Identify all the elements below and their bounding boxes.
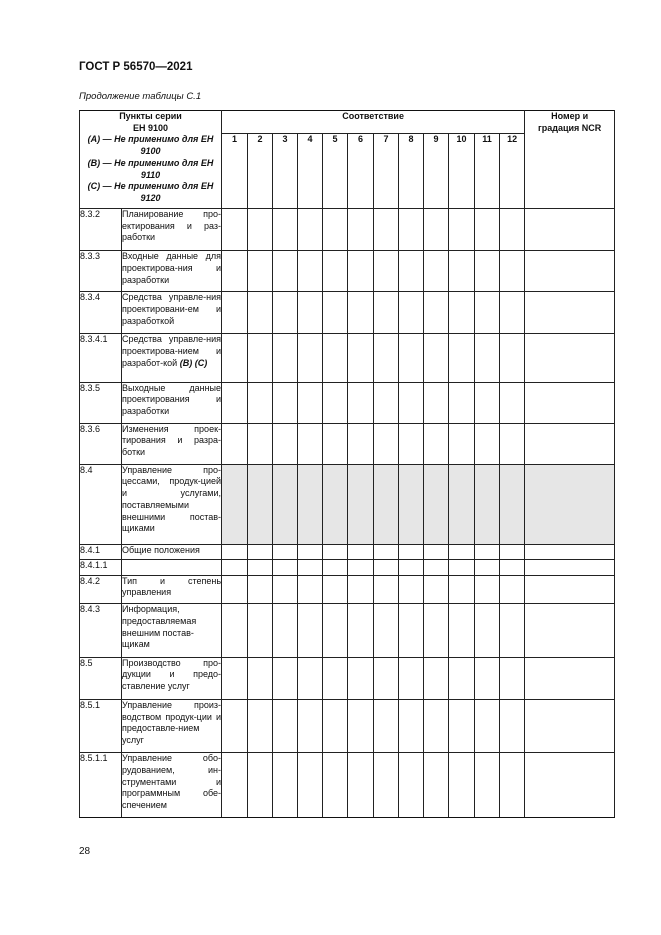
conformity-cell [399,209,424,251]
clause-number: 8.4.1.1 [80,560,122,575]
clause-number: 8.4.3 [80,604,122,657]
conformity-cell [248,464,273,544]
clause-title [122,209,222,251]
clause-title [122,604,222,657]
header-points-note-b: (В) — Не применимо для ЕН 9110 [87,157,214,180]
conformity-cell [424,209,449,251]
conformity-cell [273,575,298,604]
conformity-cell [500,657,525,699]
conformity-cell [222,604,248,657]
conformity-cell [273,209,298,251]
conformity-cell [248,753,273,818]
conformity-cell [348,544,374,559]
conformity-cell [500,464,525,544]
document-code: ГОСТ Р 56570—2021 [79,61,193,73]
conformity-cell [399,292,424,334]
conformity-cell [248,334,273,382]
conformity-col-4: 4 [298,134,323,209]
conformity-cell [424,575,449,604]
conformity-cell [248,209,273,251]
conformity-cell [348,657,374,699]
conformity-cell [273,657,298,699]
conformity-cell [374,699,399,752]
clause-title-text: Входные данные для проектирова-ния и разработки [122,251,222,285]
conformity-cell [323,292,348,334]
ncr-cell [525,423,615,464]
header-row [80,111,615,134]
clause-number: 8.3.4 [80,292,122,334]
conformity-cell [222,560,248,575]
conformity-cell [248,251,273,292]
conformity-cell [248,560,273,575]
conformity-cell [222,423,248,464]
conformity-cell [298,657,323,699]
conformity-col-1: 1 [222,134,248,209]
conformity-cell [323,464,348,544]
conformity-cell [323,382,348,423]
table-row [80,753,615,818]
conformity-cell [475,209,500,251]
clause-title-text: Средства управле-ния проектировани-ем и разработкой [122,292,222,326]
conformity-cell [399,560,424,575]
conformity-cell [348,560,374,575]
conformity-col-2: 2 [248,134,273,209]
table-row [80,699,615,752]
clause-number: 8.5.1 [80,699,122,752]
table-row [80,334,615,382]
conformity-cell [248,544,273,559]
conformity-cell [348,209,374,251]
clause-number: 8.3.6 [80,423,122,464]
conformity-col-5: 5 [323,134,348,209]
conformity-cell [399,699,424,752]
conformity-cell [348,575,374,604]
ncr-cell [525,604,615,657]
conformity-cell [500,251,525,292]
conformity-cell [399,544,424,559]
conformity-cell [298,334,323,382]
header-points-title-2: ЕН 9100 [132,122,169,133]
conformity-cell [323,657,348,699]
conformity-cell [298,464,323,544]
conformity-cell [500,423,525,464]
ncr-cell [525,657,615,699]
conformity-cell [449,334,475,382]
conformity-cell [424,464,449,544]
ncr-cell [525,560,615,575]
conformity-cell [500,292,525,334]
clause-number: 8.4.1 [80,544,122,559]
conformity-cell [424,292,449,334]
ncr-cell [525,382,615,423]
conformity-cell [222,292,248,334]
clause-title-text: Тип и степень управления [122,575,222,598]
clause-title [122,657,222,699]
conformity-cell [273,382,298,423]
ncr-cell [525,753,615,818]
conformity-cell [323,560,348,575]
clause-number: 8.3.4.1 [80,334,122,382]
table-row [80,251,615,292]
conformity-cell [323,251,348,292]
clause-title-text: Общие положения [122,544,200,555]
conformity-cell [374,334,399,382]
conformity-cell [298,560,323,575]
conformity-cell [399,251,424,292]
clause-number: 8.3.3 [80,251,122,292]
conformity-cell [449,560,475,575]
conformity-cell [273,292,298,334]
conformity-cell [449,575,475,604]
conformity-cell [374,560,399,575]
conformity-cell [222,544,248,559]
conformity-cell [298,292,323,334]
clause-title [122,292,222,334]
conformity-col-6: 6 [348,134,374,209]
conformity-cell [374,657,399,699]
conformity-table [79,110,615,818]
clause-title-text: Выходные данные проектирования и разработки [122,382,222,416]
conformity-cell [500,699,525,752]
table-row [80,575,615,604]
conformity-cell [399,382,424,423]
conformity-cell [222,657,248,699]
conformity-cell [222,575,248,604]
conformity-cell [374,382,399,423]
conformity-cell [222,209,248,251]
conformity-col-7: 7 [374,134,399,209]
clause-number: 8.3.2 [80,209,122,251]
clause-number: 8.3.5 [80,382,122,423]
conformity-cell [475,699,500,752]
conformity-cell [323,699,348,752]
conformity-cell [298,753,323,818]
conformity-cell [475,560,500,575]
conformity-cell [424,423,449,464]
header-conformity: Соответствие [222,111,525,134]
table-row [80,382,615,423]
ncr-cell [525,209,615,251]
ncr-cell [525,699,615,752]
conformity-cell [475,382,500,423]
clause-title [122,334,222,382]
ncr-cell [525,251,615,292]
conformity-cell [348,292,374,334]
header-points [80,111,222,209]
conformity-cell [222,753,248,818]
clause-title [122,251,222,292]
conformity-cell [348,251,374,292]
clause-title-text: Управление произ-водством продук-ции и предоставле-нием услуг [122,699,222,745]
conformity-cell [248,657,273,699]
header-ncr [525,111,615,209]
conformity-col-10: 10 [449,134,475,209]
conformity-cell [298,604,323,657]
conformity-cell [449,382,475,423]
ncr-cell [525,334,615,382]
page-number: 28 [79,846,91,857]
conformity-cell [298,423,323,464]
conformity-cell [374,464,399,544]
table-row [80,544,615,559]
clause-title-text: Управление про-цессами, продук-цией и услугами, поставляемыми внешними постав-щиками [122,464,222,534]
clause-number: 8.4.2 [80,575,122,604]
conformity-cell [500,544,525,559]
conformity-cell [475,544,500,559]
conformity-cell [500,575,525,604]
conformity-cell [348,334,374,382]
conformity-cell [475,251,500,292]
header-ncr-line-1: Номер и [551,111,589,121]
conformity-cell [475,334,500,382]
conformity-cell [298,544,323,559]
conformity-cell [248,292,273,334]
clause-title [122,753,222,818]
clause-title-text: Управление обо-рудованием, ин-струментами и программным обе-спечением [122,753,222,810]
conformity-cell [298,382,323,423]
conformity-cell [374,251,399,292]
conformity-cell [475,753,500,818]
conformity-cell [449,423,475,464]
conformity-cell [424,753,449,818]
conformity-cell [323,423,348,464]
conformity-cell [348,464,374,544]
conformity-cell [399,604,424,657]
table-row [80,292,615,334]
conformity-cell [500,334,525,382]
clause-title-text: Информация, предоставляемая внешним постав-щикам [122,604,197,650]
conformity-cell [273,699,298,752]
conformity-cell [222,382,248,423]
conformity-cell [424,334,449,382]
conformity-cell [399,575,424,604]
conformity-cell [399,334,424,382]
conformity-cell [273,423,298,464]
header-points-note-a: (А) — Не применимо для ЕН 9100 [87,134,214,157]
clause-number: 8.5 [80,657,122,699]
conformity-cell [298,699,323,752]
conformity-cell [475,604,500,657]
conformity-cell [424,560,449,575]
conformity-cell [348,699,374,752]
conformity-cell [475,464,500,544]
clause-title [122,423,222,464]
conformity-cell [399,753,424,818]
conformity-cell [323,575,348,604]
conformity-cell [348,423,374,464]
conformity-col-8: 8 [399,134,424,209]
clause-title-text: Планирование про-ектирования и раз-работки [122,209,222,243]
conformity-cell [475,575,500,604]
conformity-cell [222,464,248,544]
conformity-cell [449,657,475,699]
conformity-cell [475,292,500,334]
conformity-cell [500,604,525,657]
clause-title [122,464,222,544]
table-row [80,423,615,464]
conformity-cell [424,604,449,657]
conformity-cell [500,382,525,423]
conformity-cell [424,382,449,423]
table-row [80,560,615,575]
conformity-cell [273,464,298,544]
clause-title [122,544,222,559]
conformity-col-12: 12 [500,134,525,209]
conformity-cell [475,423,500,464]
header-points-title-1: Пункты серии [119,111,182,121]
conformity-cell [323,544,348,559]
conformity-cell [374,292,399,334]
conformity-cell [248,382,273,423]
conformity-cell [449,209,475,251]
conformity-cell [424,544,449,559]
conformity-cell [500,753,525,818]
conformity-cell [348,753,374,818]
conformity-cell [248,423,273,464]
conformity-cell [449,604,475,657]
conformity-cell [374,604,399,657]
conformity-cell [248,699,273,752]
conformity-cell [298,209,323,251]
conformity-cell [323,753,348,818]
conformity-cell [374,575,399,604]
conformity-cell [449,464,475,544]
conformity-cell [222,699,248,752]
conformity-cell [449,699,475,752]
clause-number: 8.4 [80,464,122,544]
table-row [80,209,615,251]
clause-title [122,382,222,423]
conformity-cell [475,657,500,699]
conformity-cell [222,334,248,382]
conformity-cell [399,657,424,699]
conformity-cell [323,604,348,657]
table-caption: Продолжение таблицы С.1 [79,91,202,102]
conformity-cell [273,251,298,292]
clause-title-text: Производство про-дукции и предо-ставление услуг [122,657,222,692]
not-applicable-marker: (В) (С) [179,357,208,368]
conformity-cell [273,604,298,657]
conformity-cell [273,334,298,382]
conformity-cell [500,560,525,575]
header-points-note-c: (С) — Не применимо для ЕН 9120 [87,181,214,203]
conformity-cell [273,753,298,818]
conformity-cell [374,753,399,818]
clause-title-text: Средства управле-ния проектирова-нием и разработ-кой [122,334,222,368]
clause-title [122,575,222,604]
ncr-cell [525,464,615,544]
conformity-cell [374,209,399,251]
table-row [80,464,615,544]
conformity-cell [449,753,475,818]
clause-title [122,699,222,752]
conformity-cell [449,251,475,292]
clause-number: 8.5.1.1 [80,753,122,818]
conformity-cell [399,423,424,464]
conformity-cell [222,251,248,292]
conformity-cell [374,544,399,559]
ncr-cell [525,292,615,334]
table-row [80,604,615,657]
clause-title-text: Изменения проек-тирования и разра-ботки [122,423,222,458]
conformity-cell [248,604,273,657]
conformity-cell [424,251,449,292]
conformity-cell [348,382,374,423]
conformity-cell [298,251,323,292]
conformity-cell [374,423,399,464]
conformity-cell [298,575,323,604]
conformity-cell [248,575,273,604]
conformity-cell [273,544,298,559]
ncr-cell [525,575,615,604]
conformity-col-11: 11 [475,134,500,209]
conformity-cell [399,464,424,544]
conformity-cell [449,292,475,334]
table-row [80,657,615,699]
conformity-cell [273,560,298,575]
conformity-cell [424,699,449,752]
conformity-col-3: 3 [273,134,298,209]
conformity-cell [323,209,348,251]
conformity-cell [449,544,475,559]
header-ncr-line-2: градация NCR [538,122,602,133]
conformity-col-9: 9 [424,134,449,209]
conformity-cell [348,604,374,657]
conformity-cell [323,334,348,382]
clause-title [122,560,222,575]
conformity-cell [424,657,449,699]
ncr-cell [525,544,615,559]
conformity-cell [500,209,525,251]
